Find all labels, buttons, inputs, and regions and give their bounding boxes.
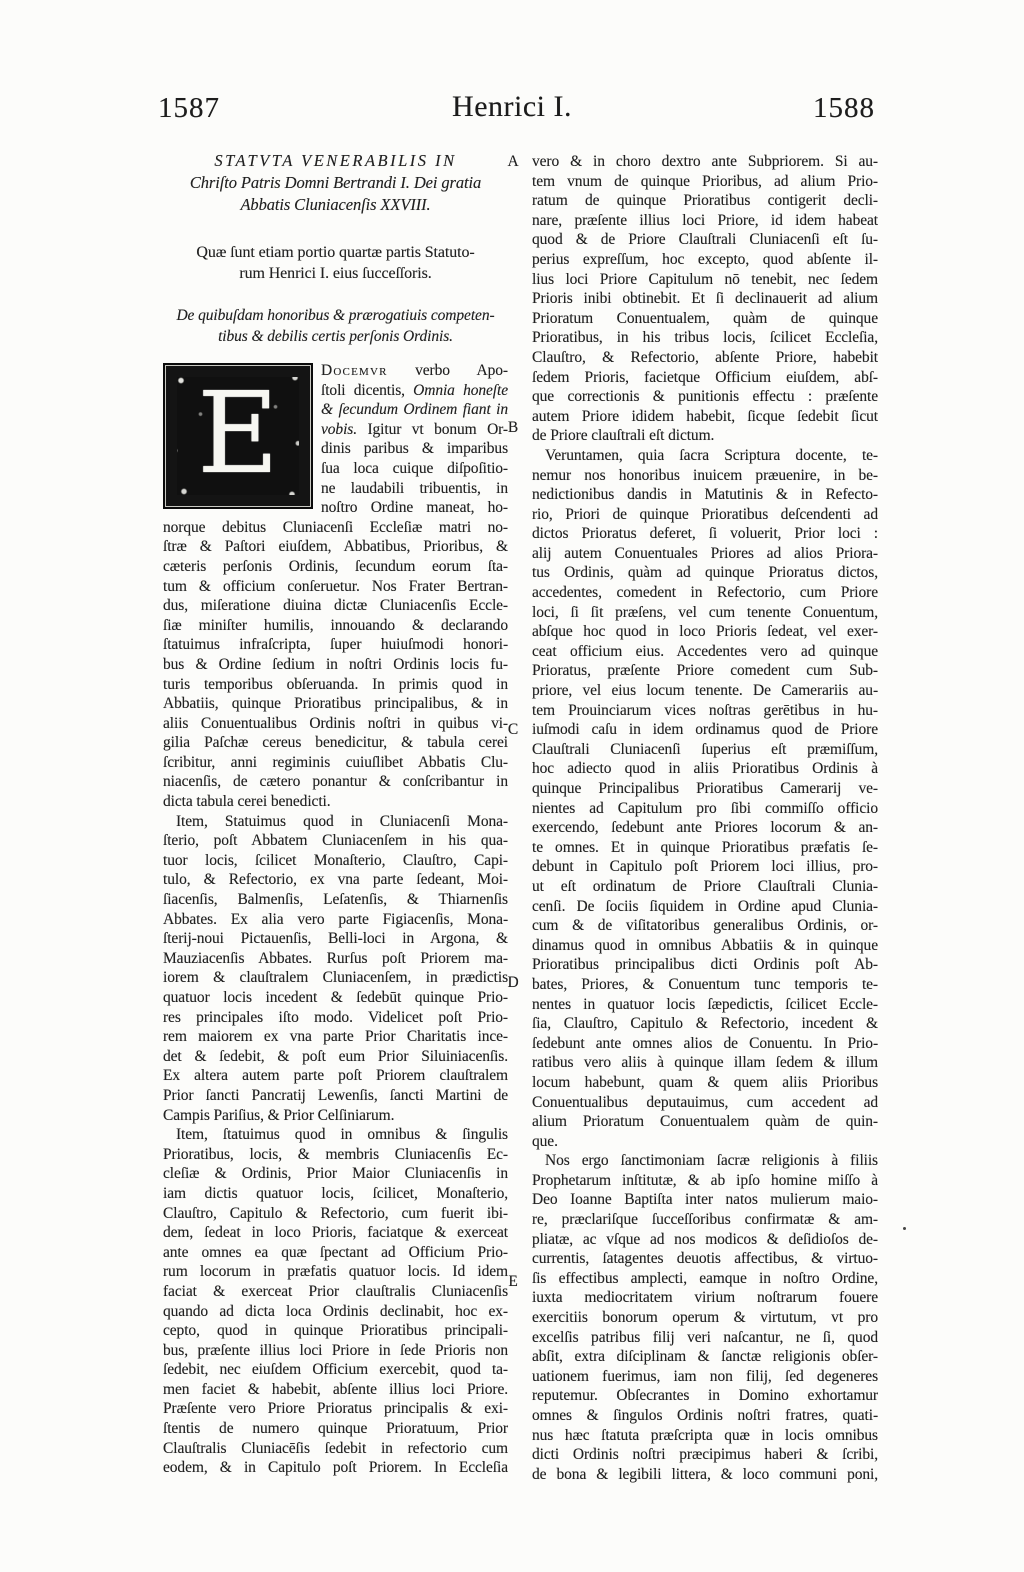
- drop-cap-letter: E: [197, 369, 279, 499]
- chapter-rubric: De quibuſdam honoribus & prærogatiuis competen- tibus & debilis certis perſonis Ordinis.: [176, 307, 495, 345]
- left-column-body: [163, 361, 508, 1478]
- statute-heading: STATVTA VENERABILIS IN Chriſto Patris Domni Bertrandi I. Dei gratia Abbatis Cluniacenſis XXVIII.: [189, 151, 482, 214]
- paragraph-item-statuimus: Item, Statuimus quod in Cluniacenſi Mona- ſterio, poſt Abbatem Cluniacenſem in his qua- tuor locis, ſcilicet Monaſterio, Clauſtro, Capi- tulo, & Refectorio, ex vna parte ſedeant, Moi- ſiacenſis, Balmenſis, Leſatenſis, & Thiarnenſis Abbates. Ex alia vero parte Figiacenſis, Mona- ſterij-noui Pictauenſis, Belli-loci in Argona, & Mauziacenſis Abbates. Rurſus poſt Priorem ma- iorem & clauſtralem Cluniacenſem, in prædictis quatuor locis incedent & ſedebūt quinque Prio- res principales iſto modo. Videlicet poſt Prio- rem maiorem ex vna parte Prior Charitatis ince- det & ſedebit, & poſt eum Prior Siluiniacenſis. Ex altera autem parte poſt Priorem clauſtralem Prior ſancti Pancratij Lewenſis, ſancti Martini de Campis Pariſius, & Prior Celſiniarum.: [163, 812, 508, 1124]
- text-beside-dropcap: Docemvr verbo Apo- ſtoli dicentis, Omnia honeſte & ſecundum Ordinem fiant in vobis. Igitur vt bonum Or- dinis paribus & imparibus ſua loca cuique diſpoſitio- ne laudabili tribuentis, in noſtro Ordine maneat, ho-: [321, 362, 508, 517]
- page-header: [0, 0, 1024, 140]
- paragraph-docemur: [163, 361, 508, 812]
- folio-number-left: 1587: [158, 92, 220, 124]
- paragraph-item-statuimus-2: Item, ſtatuimus quod in omnibus & ſingulis Prioratibus, locis, & membris Cluniacenſis Ec- cleſiæ & Ordinis, Prior Maior Cluniacenſis in iam dictis quatuor locis, ſcilicet, Monaſterio, Clauſtro, Capitulo & Refectorio, cum fuerit ibi- dem, ſedeat in loco Prioris, faciatque & exerceat ante omnes ea quæ ſpectant ad Officium Prio- rum locorum in præfatis quatuor locis. Id idem faciat & exerceat Prior clauſtralis Cluniacenſis quando ad dicta loca Ordinis declinabit, hoc ex- cepto, quod in quinque Prioratibus principali- bus, præſente illius loci Priore in ſede Prioris non ſedebit, nec eiuſdem Officium exercebit, quod ta- men faciet & habebit, abſente illius loci Priore. Præſente vero Priore Prioratus principalis & exi- ſtentis de numero quinque Prioratuum, Prior Clauſtralis Cluniacēſis ſedebit in refectorio cum eodem, & in Capitulo poſt Priorem. In Eccleſia: [163, 1126, 508, 1477]
- paragraph-docemur-continued: norque debitus Cluniacenſi Eccleſiæ matri no- ſtræ & Paſtori eiuſdem, Abbatibus, Prioribus, & cæteris perſonis Ordinis, ſecundum eorum ſta- tum & officium conſeruetur. Nos Frater Bertran- dus, miſeratione diuina dictæ Cluniacenſis Eccle- ſiæ miniſter humilis, innouando & declarando ſtatuimus infraſcripta, ſuper huiuſmodi honori- bus & Ordine ſedium in noſtri Ordinis locis fu- turis temporibus obſeruanda. In primis quod in Abbatiis, quinque Prioratibus principalibus, & in aliis Conuentualibus Ordinis noſtri in quibus vi- gilia Paſchæ cereus benedicitur, & tabula cerei ſcribitur, anni regiminis cuiuſlibet Abbatis Clu- niacenſis, de cætero ponantur & conſcribantur in dicta tabula cerei benedicti.: [163, 518, 508, 811]
- paragraph-veruntamen: Veruntamen, quia ſacra Scriptura docente, te- nemur nos honoribus inuicem præuenire, in be- nedictionibus dandis in Matutinis & in Refecto- rio, Priori de quinque Prioratibus deſcendenti ad dictos Prioratus deferet, ſi voluerit, Prior loci : alij autem Conuentuales Priores ad alios Priora- tus Ordinis, quàm ad quinque Prioratus dictos, accedentes, comedent in Refectorio, cum Priore loci, ſi ſit præſens, vel cum tenente Conuentum, abſque hoc quod in loco Prioris ſedeat, vel exer- ceat officium eius. Accedentes vero ad quinque Prioratus, præſente Priore comedent cum Sub- priore, vel eius locum tenente. De Camerariis au- tem Prouinciarum vices noſtras gerētibus in hu- iuſmodi caſu in idem ordinamus quod de Priore Clauſtrali Cluniacenſi ſuperius eſt præmiſſum, hoc adiecto quod in aliis Prioratibus Ordinis à quinque Principalibus Prioratibus Camerarij ve- nientes ad Capitulum pro ſibi commiſſo officio exercendo, ſedebunt ante Priores locorum & an- te omnes. Et in quinque Prioratibus præfatis ſe- debunt in Capitulo poſt Priorem loci illius, pro- ut eſt ordinatum de Priore Clauſtrali Clunia- cenſi. De ſociis ſiquidem in Ordine apud Clunia- cum & de viſitatoribus generalibus Ordinis, or- dinamus quod in omnibus Abbatiis & in quinque Prioratibus principalibus dicti Ordinis poſt Ab- bates, Priores, & Conuentum tunc temporis te- nentes in quatuor locis ſæpedictis, ſcilicet Eccle- ſia, Clauſtro, Capitulo & Refectorio, incedent & ſedebunt ante omnes alios de Conuentu. In Prio- ratibus vero aliis à quinque illam ſedem & illum locum habebunt, quam & quem aliis Prioribus Conuentualibus deputauimus, cum accedent ad alium Prioratum Conuentualem quàm de quin- que.: [532, 446, 878, 1150]
- statute-subheading: Quæ ſunt etiam portio quartæ partis Statuto- rum Henrici I. eius ſucceſſoris.: [196, 244, 475, 282]
- folio-number-right: 1588: [813, 92, 875, 124]
- ink-speck: [903, 1227, 906, 1230]
- right-column: A B C D E vero & in choro dextro ante Subpriorem. Si au- tem vnum de quinque Prioribus, ad alium Prio- ratum de quinque Prioratibus contigerit decli- nare, præſente illius loci Priore, id idem habeat quod & de Priore Clauſtrali Cluniacenſi eſt ſu- perius expreſſum, hoc excepto, quod abſente il- lius loci Priore Capitulum nō tenebit, nec ſedem Prioris inibi obtinebit. Et ſi declinauerit ad alium Prioratum Conuentualem, quàm de quinque Prioratibus, in his tribus locis, ſcilicet Eccleſia, Clauſtro, & Refectorio, abſente Priore, habebit ſedem Prioris, facietque Officium eiuſdem, abſ- que correctionis & punitionis effectu : præſente autem Priore ididem habebit, ſicque ſedebit ſicut de Priore clauſtrali eſt dictum. Veruntamen, quia ſacra Scriptura docente, te- nemur nos honoribus inuicem præuenire, in be- nedictionibus dandis in Matutinis & in Refecto- rio, Priori de quinque Prioratibus deſcendenti ad dictos Prioratus deferet, ſi voluerit, Prior loci : alij autem Conuentuales Priores ad alios Priora- tus Ordinis, quàm ad quinque Prioratus dictos, accedentes, comedent in Refectorio, cum Priore loci, ſi ſit præſens, vel cum tenente Conuentum, abſque hoc quod in loco Prioris ſedeat, vel exer- ceat officium eius. Accedentes vero ad quinque Prioratus, præſente Priore comedent cum Sub- priore, vel eius locum tenente. De Camerariis au- tem Prouinciarum vices noſtras gerētibus in hu- iuſmodi caſu in idem ordinamus quod de Priore Clauſtrali Cluniacenſi ſuperius eſt præmiſſum, hoc adiecto quod in aliis Prioratibus Ordinis à quinque Principalibus Prioratibus Camerarij ve- nientes ad Capitulum pro ſibi commiſſo officio exercendo, ſedebunt ante Priores locorum & an- te omnes. Et in quinque Prioratibus præfatis ſe- debunt in Capitulo poſt Priorem loci illius, pro- ut eſt ordinatum de Priore Clauſtrali Clunia- cenſi. De ſociis ſiquidem in Ordine apud Clunia- cum & de viſitatoribus generalibus Ordinis, or- dinamus quod in omnibus Abbatiis & in quinque Prioratibus principalibus dicti Ordinis poſt Ab- bates, Priores, & Conuentum tunc temporis te- nentes in quatuor locis ſæpedictis, ſcilicet Eccle- ſia, Clauſtro, Capitulo & Refectorio, incedent & ſedebunt ante omnes alios de Conuentu. In Prio- ratibus vero aliis à quinque illam ſedem & illum locum habebunt, quam & quem aliis Prioribus Conuentualibus deputauimus, cum accedent ad alium Prioratum Conuentualem quàm de quin- que. Nos ergo ſanctimoniam ſacræ religionis à filiis Prophetarum inſtitutæ, & ab ipſo homine miſſo à Deo Ioanne Baptiſta inter natos mulierum maio- re, præclariſque ſucceſſoribus confirmatæ & am- pliatæ, ac vſque ad nos modicos & deſidioſos de- currentis, ſatagentes deuotis affectibus, & virtuo- ſis effectibus amplecti, eamque in noſtro Ordine, iuxta mediocritatem virium noſtrarum fouere exercitiis bonorum operum & virtutum, vt pro excelſis patribus filij veri naſcantur, ne ſi, quod abſit, extra diſciplinam & ſanctæ religionis obſer- uationem fuerimus, iam non filij, ſed degeneres reputemur. Obſecrantes in Domino exhortamur omnes & ſingulos Ordinis noſtri fratres, quati- nus hæc ſtatuta præſcripta quæ in locis omnibus dicti Ordinis noſtri præcipimus haberi & ſcribi, de bona & legibili littera, & loco communi poni,: [507, 153, 878, 1483]
- ornamental-initial-woodcut: [163, 363, 313, 509]
- running-title: Henrici I.: [452, 90, 572, 123]
- paragraph-nos-ergo: Nos ergo ſanctimoniam ſacræ religionis à filiis Prophetarum inſtitutæ, & ab ipſo homine miſſo à Deo Ioanne Baptiſta inter natos mulierum maio- re, præclariſque ſucceſſoribus confirmatæ & am- pliatæ, ac vſque ad nos modicos & deſidioſos de- currentis, ſatagentes deuotis affectibus, & virtuo- ſis effectibus amplecti, eamque in noſtro Ordine, iuxta mediocritatem virium noſtrarum fouere exercitiis bonorum operum & virtutum, vt pro excelſis patribus filij veri naſcantur, ne ſi, quod abſit, extra diſciplinam & ſanctæ religionis obſer- uationem fuerimus, iam non filij, ſed degeneres reputemur. Obſecrantes in Domino exhortamur omnes & ſingulos Ordinis noſtri fratres, quati- nus hæc ſtatuta præſcripta quæ in locis omnibus dicti Ordinis noſtri præcipimus haberi & ſcribi, de bona & legibili littera, & loco communi poni,: [532, 1152, 878, 1483]
- left-column: [163, 146, 508, 1478]
- paragraph-continuation: vero & in choro dextro ante Subpriorem. Si au- tem vnum de quinque Prioribus, ad alium Prio- ratum de quinque Prioratibus contigerit decli- nare, præſente illius loci Priore, id idem habeat quod & de Priore Clauſtrali Cluniacenſi eſt ſu- perius expreſſum, hoc excepto, quod abſente il- lius loci Priore Capitulum nō tenebit, nec ſedem Prioris inibi obtinebit. Et ſi declinauerit ad alium Prioratum Conuentualem, quàm de quinque Prioratibus, in his tribus locis, ſcilicet Eccleſia, Clauſtro, & Refectorio, abſente Priore, habebit ſedem Prioris, facietque Officium eiuſdem, abſ- que correctionis & punitionis effectu : præſente autem Priore ididem habebit, ſicque ſedebit ſicut de Priore clauſtrali eſt dictum.: [532, 153, 878, 445]
